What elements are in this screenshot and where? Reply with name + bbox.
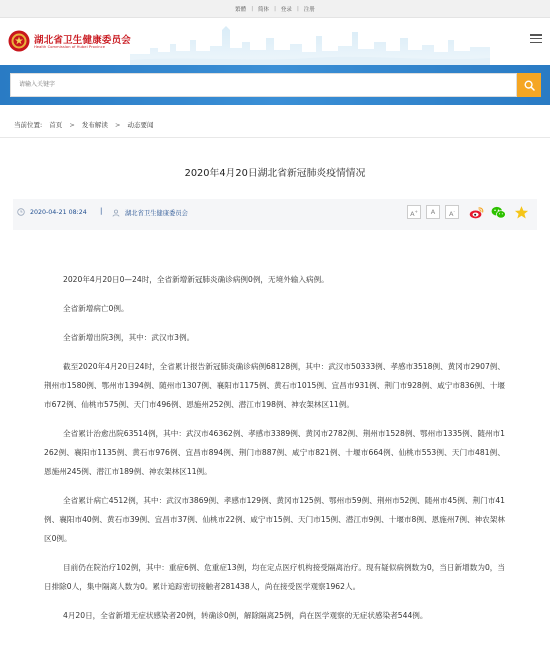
- font-size-medium-button[interactable]: A: [426, 205, 440, 219]
- register-link[interactable]: 注册: [303, 6, 315, 13]
- site-header: [0, 18, 550, 65]
- national-emblem-logo: [8, 30, 30, 52]
- divider: [0, 137, 550, 138]
- article-source-text: 湖北省卫生健康委员会: [125, 210, 188, 217]
- hamburger-menu-icon[interactable]: [530, 34, 542, 44]
- site-subtitle: Health Commission of Hubei Province: [34, 45, 106, 49]
- breadcrumb-separator: >: [114, 121, 121, 129]
- search-icon: [524, 80, 535, 91]
- city-skyline-decoration: [130, 18, 490, 65]
- article-paragraph: 全省累计治愈出院63514例，其中：武汉市46362例、孝感市3389例、黄冈市2782例、荆州市1528例、鄂州市1335例、随州市1262例、襄阳市1135例、黄石市976例、宜昌市894例、荆门市887例、咸宁市821例、十堰市664例、仙桃市553例、天门市481例、恩施州245例、潜江市189例、神农架林区11例。: [44, 429, 505, 476]
- separator: |: [251, 5, 254, 12]
- user-icon: [112, 209, 120, 217]
- top-link-bar: [0, 0, 550, 18]
- search-button[interactable]: [517, 73, 541, 97]
- article-paragraph: 目前仍在院治疗102例，其中：重症6例、危重症13例，均在定点医疗机构接受隔离治疗。现有疑似病例数为0，当日新增数为0，当日排除0人，集中隔离人数为0。累计追踪密切接触者281438人，尚在接受医学观察1962人。: [44, 563, 505, 591]
- breadcrumb: [14, 120, 159, 129]
- font-size-small-button[interactable]: A-: [445, 205, 459, 219]
- article-body: [44, 270, 505, 635]
- publish-date-text: 2020-04-21 08:24: [30, 208, 87, 216]
- article-source: [112, 208, 188, 217]
- article-paragraph: 2020年4月20日0—24时，全省新增新冠肺炎确诊病例0例，无境外输入病例。: [63, 275, 329, 284]
- breadcrumb-separator: >: [69, 121, 75, 129]
- article-paragraph: 4月20日，全省新增无症状感染者20例，转确诊0例，解除隔离25例，尚在医学观察的无症状感染者544例。: [63, 611, 428, 620]
- clock-icon: [17, 208, 25, 216]
- separator: |: [296, 5, 299, 12]
- meta-separator: |: [100, 207, 103, 215]
- search-input[interactable]: [10, 73, 517, 97]
- article-paragraph: 全省新增病亡0例。: [63, 304, 129, 313]
- separator: |: [274, 5, 276, 12]
- traditional-chinese-link[interactable]: 繁體: [235, 6, 247, 13]
- breadcrumb-release[interactable]: 发布解读: [81, 121, 108, 129]
- wechat-icon[interactable]: [491, 205, 506, 220]
- site-title: 湖北省卫生健康委员会: [34, 35, 132, 46]
- login-link[interactable]: 登录: [280, 6, 292, 13]
- article-paragraph: 截至2020年4月20日24时，全省累计报告新冠肺炎确诊病例68128例，其中：武汉市50333例、孝感市3518例、黄冈市2907例、荆州市1580例、鄂州市1394例、随州市1307例、襄阳市1175例、黄石市1015例、宜昌市931例、荆门市928例、咸宁市836例、十堰市672例、仙桃市575例、天门市496例、恩施州252例、潜江市198例、神农架林区11例。: [44, 362, 505, 409]
- breadcrumb-news[interactable]: 动态要闻: [127, 121, 154, 129]
- publish-date: [17, 208, 87, 216]
- font-size-large-button[interactable]: A+: [407, 205, 421, 219]
- weibo-icon[interactable]: [469, 205, 484, 220]
- simplified-chinese-link[interactable]: 简体: [258, 6, 270, 13]
- article-title: 2020年4月20日湖北省新冠肺炎疫情情况: [184, 168, 366, 179]
- article-paragraph: 全省新增出院3例，其中：武汉市3例。: [63, 333, 195, 342]
- favorite-star-icon[interactable]: [514, 205, 529, 220]
- breadcrumb-label: 当前位置:: [14, 121, 43, 129]
- breadcrumb-home[interactable]: 首页: [49, 121, 63, 129]
- article-paragraph: 全省累计病亡4512例，其中：武汉市3869例、孝感市129例、黄冈市125例、鄂州市59例、荆州市52例、随州市45例、荆门市41例、襄阳市40例、黄石市39例、宜昌市37例、仙桃市22例、咸宁市15例、天门市15例、潜江市9例、十堰市8例、恩施州7例、神农架林区0例。: [44, 496, 505, 543]
